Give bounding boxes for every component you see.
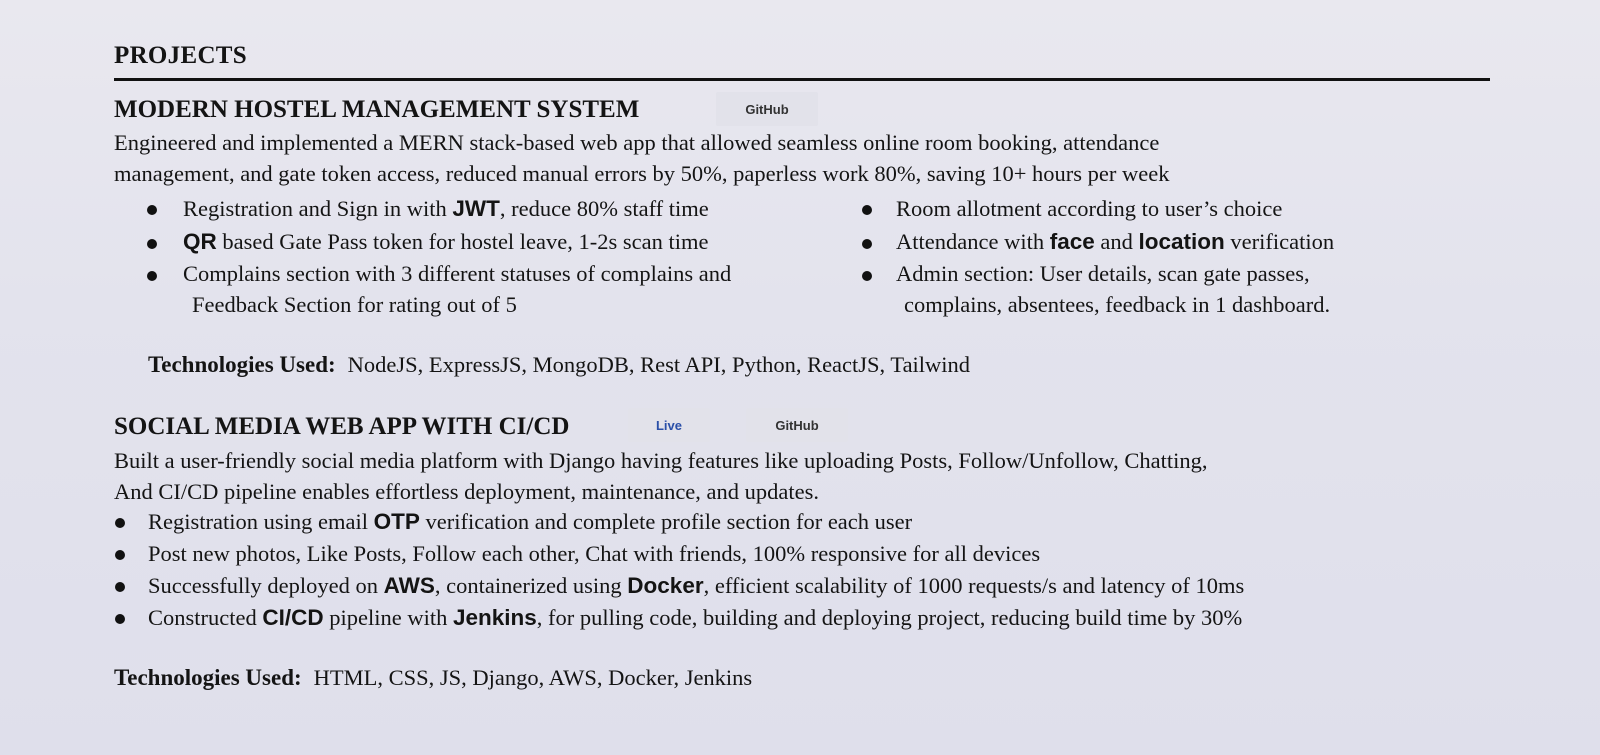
bullet-dot (115, 518, 125, 528)
section-title: PROJECTS (114, 42, 247, 69)
bullet-item-continuation: complains, absentees, feedback in 1 dashboard. (904, 292, 1331, 317)
bullet-item (148, 506, 912, 537)
bullet-dot (115, 550, 125, 560)
bullet-keyword: location (1138, 229, 1225, 254)
bullet-item: Admin section: User details, scan gate passes, (896, 261, 1310, 286)
bullet-keyword: OTP (373, 509, 420, 534)
bullet-item (148, 602, 1242, 633)
bullet-keyword: QR (183, 229, 217, 254)
technologies-label: Technologies Used: (114, 665, 302, 690)
bullet-item (896, 226, 1334, 257)
bullet-text: pipeline with (323, 605, 453, 630)
bullet-keyword: AWS (383, 573, 435, 598)
bullet-dot (862, 205, 872, 215)
bullet-dot (862, 271, 872, 281)
bullet-keyword: Jenkins (452, 605, 537, 630)
bullet-text: Registration using email (148, 509, 374, 534)
bullet-keyword: face (1049, 229, 1095, 254)
technologies-row (148, 352, 970, 378)
bullet-text: Registration and Sign in with (183, 196, 453, 221)
bullet-text: based Gate Pass token for hostel leave, 1-2s scan time (216, 229, 709, 254)
bullet-item: Complains section with 3 different statuses of complains and (183, 261, 732, 286)
bullet-dot (147, 205, 157, 215)
bullet-text: verification (1224, 229, 1335, 254)
technologies-list: NodeJS, ExpressJS, MongoDB, Rest API, Python, ReactJS, Tailwind (347, 352, 971, 377)
bullet-dot (115, 614, 125, 624)
bullet-keyword: CI/CD (262, 605, 324, 630)
bullet-item: Post new photos, Like Posts, Follow each other, Chat with friends, 100% responsive for all devices (148, 541, 1041, 566)
bullet-text: verification and complete profile section for each user (419, 509, 913, 534)
bullet-item (183, 193, 709, 224)
technologies-row (114, 665, 752, 691)
live-link[interactable]: Live (628, 408, 710, 442)
bullet-item: Room allotment according to user’s choice (896, 196, 1283, 221)
bullet-text: Constructed (148, 605, 263, 630)
project-title: SOCIAL MEDIA WEB APP WITH CI/CD (114, 413, 570, 440)
section-divider (114, 78, 1490, 81)
bullet-text: , reduce 80% staff time (499, 196, 709, 221)
bullet-text: , for pulling code, building and deploying project, reducing build time by 30% (536, 605, 1243, 630)
bullet-keyword: Docker (627, 573, 704, 598)
github-link[interactable]: GitHub (746, 408, 848, 442)
technologies-label: Technologies Used: (148, 352, 336, 377)
bullet-dot (147, 271, 157, 281)
bullet-text: , efficient scalability of 1000 requests/s and latency of 10ms (703, 573, 1245, 598)
bullet-item (183, 226, 709, 257)
bullet-text: and (1094, 229, 1139, 254)
project-description-line: Built a user-friendly social media platform with Django having features like uploading Posts, Follow/Unfollow, Chatting, (114, 448, 1208, 473)
bullet-dot (115, 582, 125, 592)
bullet-text: Attendance with (896, 229, 1050, 254)
bullet-keyword: JWT (452, 196, 500, 221)
bullet-dot (147, 239, 157, 249)
bullet-item (148, 570, 1244, 601)
project-description-line: Engineered and implemented a MERN stack-based web app that allowed seamless online room booking, attendance (114, 130, 1160, 155)
github-link[interactable]: GitHub (716, 92, 818, 126)
bullet-item-continuation: Feedback Section for rating out of 5 (192, 292, 517, 317)
project-title: MODERN HOSTEL MANAGEMENT SYSTEM (114, 96, 640, 123)
bullet-text: , containerized using (434, 573, 628, 598)
bullet-dot (862, 239, 872, 249)
project-description-line: management, and gate token access, reduced manual errors by 50%, paperless work 80%, saving 10+ hours per week (114, 161, 1170, 186)
project-description-line: And CI/CD pipeline enables effortless deployment, maintenance, and updates. (114, 479, 820, 504)
bullet-text: Successfully deployed on (148, 573, 384, 598)
technologies-list: HTML, CSS, JS, Django, AWS, Docker, Jenkins (313, 665, 753, 690)
